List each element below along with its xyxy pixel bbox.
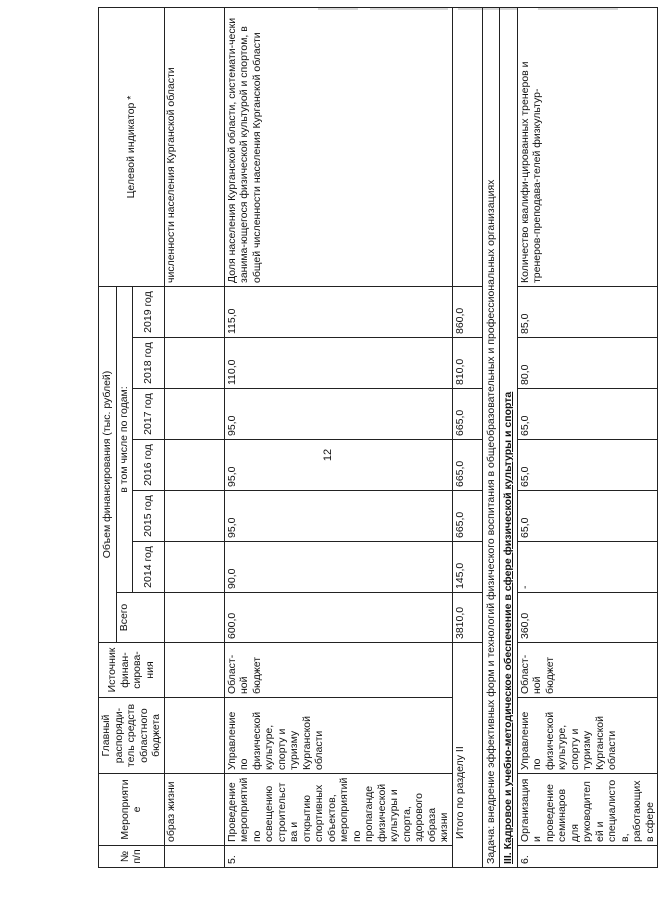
row6-2015: 65,0 <box>517 491 658 542</box>
total-sum: 3810,0 <box>452 593 482 643</box>
header-year-2015: 2015 год <box>132 491 164 542</box>
row5-2015: 95,0 <box>224 491 452 542</box>
table-row-5 <box>224 8 452 868</box>
row5-2016: 95,0 <box>224 440 452 491</box>
row5-total: 600,0 <box>224 593 452 643</box>
total-2014: 145,0 <box>452 542 482 593</box>
continuation-indicator: численности населения Курганской области <box>164 8 224 287</box>
header-total: Всего <box>117 593 165 643</box>
total-2016: 665,0 <box>452 440 482 491</box>
header-manager: Главный распоряди-тель средств областного бюджета <box>99 698 165 774</box>
header-source: Источник финан-сирова-ния <box>99 643 165 698</box>
row5-indicator: Доля населения Курганской области, системати-чески занима-ющегося физической культурой и спортом, в общей численности населения Курганской области <box>224 8 452 287</box>
continuation-event: образ жизни <box>164 774 224 846</box>
total-label: Итого по разделу II <box>452 643 482 868</box>
header-volume: Объем финансирования (тыс. рублей) <box>99 287 117 643</box>
header-year-2019: 2019 год <box>132 287 164 338</box>
row5-2019: 115,0 <box>224 287 452 338</box>
task-text: Задача: внедрение эффективных форм и технологий физического воспитания в общеобразовательных и профессиональных организациях <box>482 8 500 868</box>
header-indicator: Целевой индикатор * <box>99 8 165 287</box>
row5-event: Проведение мероприятий по освещению строительства и открытию спортивных объектов, мероприятий по пропаганде физической культуры и спорта, здорового образа жизни <box>224 774 452 846</box>
row6-manager: Управление по физической культуре, спорту и туризму Курганской области <box>517 698 658 774</box>
financing-table <box>98 7 658 868</box>
header-year-2014: 2014 год <box>132 542 164 593</box>
row5-source: Област-ной бюджет <box>224 643 452 698</box>
table-row-continuation <box>164 8 224 868</box>
row6-total: 360,0 <box>517 593 658 643</box>
row6-2018: 80,0 <box>517 338 658 389</box>
row6-indicator: Количество квалифи-цированных тренеров и тренеров-преподава-телей физкультур- <box>517 8 658 287</box>
row6-2016: 65,0 <box>517 440 658 491</box>
header-by-years: в том числе по годам: <box>117 287 133 593</box>
row5-no: 5. <box>224 846 452 868</box>
row5-2017: 95,0 <box>224 389 452 440</box>
header-event: Мероприятие <box>99 774 165 846</box>
total-2018: 810,0 <box>452 338 482 389</box>
total-2017: 665,0 <box>452 389 482 440</box>
row6-2014: - <box>517 542 658 593</box>
row6-event: Организация и проведение семинаров для руководителей и специалистов, работающих в сфере <box>517 774 658 846</box>
table-row-6 <box>517 8 658 868</box>
header-year-2016: 2016 год <box>132 440 164 491</box>
table-row-task <box>482 8 500 868</box>
row6-source: Област-ной бюджет <box>517 643 658 698</box>
header-no: № п/п <box>99 846 165 868</box>
row6-2017: 65,0 <box>517 389 658 440</box>
section3-title: III. Кадровое и учебно-методическое обеспечение в сфере физической культуры и спорта <box>500 8 518 868</box>
row6-no: 6. <box>517 846 658 868</box>
total-2019: 860,0 <box>452 287 482 338</box>
row5-manager: Управление по физической культуре, спорту и туризму Курганской области <box>224 698 452 774</box>
total-2015: 665,0 <box>452 491 482 542</box>
table-row-total <box>452 8 482 868</box>
row5-2014: 90,0 <box>224 542 452 593</box>
header-year-2018: 2018 год <box>132 338 164 389</box>
rotated-table-container <box>98 17 656 868</box>
page-number: 12 <box>322 448 334 462</box>
table-row-section3 <box>500 8 518 868</box>
row6-2019: 85,0 <box>517 287 658 338</box>
row5-2018: 110,0 <box>224 338 452 389</box>
header-year-2017: 2017 год <box>132 389 164 440</box>
